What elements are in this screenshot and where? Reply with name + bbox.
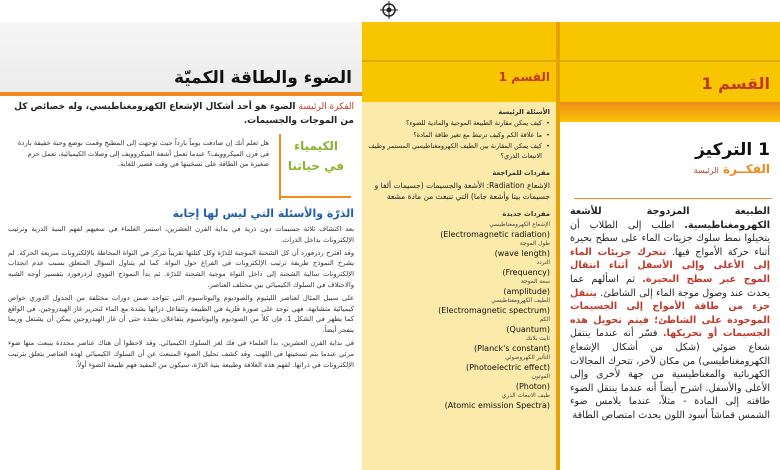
vocab-ar: الكم [539, 317, 550, 323]
paragraph: في بداية القرن العشرين، بدأ العلماء في فك لغز السلوك الكيميائي. وقد لاحظوا أن هناك عناصر محددة ينبعث منها ضوء مرئي عندما يتم تسخينها في اللهب. وقد كشف تحليل الضوء المنبعث عن أن السلوك الكيميائي لهذه العناصر يتعلق بترتيب الإلكترونات في ذراتها. لفهم هذه العلاقة وطبيعة بنية الذرّة، سيكون من المفيد فهم طبيعة الضوء أولاً. [8, 338, 354, 369]
vocab-ar: طول الموجة [519, 241, 550, 247]
vocab-ar: الطيف الكهرومغناطيسي [491, 298, 550, 304]
vocab-item [368, 259, 550, 278]
focus-text: ثم اسألهم عما يحدث عند وصول موجة الماء إلى الشاطئ. [570, 273, 770, 299]
idea-small: الرئيسة [693, 166, 719, 175]
right-page [560, 22, 780, 470]
paragraph: على سبيل المثال لعناصر الليثيوم والصوديوم والبوتاسيوم التي تتواجد ضمن دورات مختلفة من الجدول الدوري خواص كيميائية متشابهة. فهي توجد على صورة فلزية في الطبيعة وتتفاعل ذراتها بشدة مع الماء لتحرير غاز الهيدروجين. في الواقع كما يظهر في الشكل 1، فإن كلاً من الصوديوم والبوتاسيوم يتفاعلان بشدة حتى أن غاز الهيدروجين يمكن أن يشتعل وربما ينفجر أيضاً. [8, 293, 354, 335]
main-idea-label: الفكرة الرئيسة [298, 102, 354, 112]
chemistry-label: الكيمياء [293, 139, 339, 153]
chem-vertical-rule [279, 134, 281, 200]
chemistry-in-life-text: هل تعلم أنك إن صادفت يوماً بارداً حيث توجهت إلى المطبخ وقمت بوضع وجبة خفيفة باردة في فرن الميكروويف؟ عندما تعمل أشعة الميكروويف إلى وصلات الكيميائية، تعمل حزم صغيرة من الطاقة على تسخينها في وقت قصير للغاية. [17, 139, 269, 168]
paragraph: وقد اقترح رذرفورد أن كل الشحنة الموجبة للذرّة وكل كتلتها تقريباً تتركز في النواة المحاطة بالإلكترونات سريعة الحركة. لم يشرح النموذج طريقة ترتيب الإلكترونات في الفراغ حول النواة. كما لم يتناول السؤال المتعلق بسبب عدم انجذاب الإلكترونات سالبة الشحنة إلى داخل النواة موجبة الشحنة للذرّة. ثم بدأ النموذج النووي لرذرفورد بتفسير أوجه الشبه والاختلاف في السلوك الكيميائي بين مختلف العناصر. [8, 248, 354, 289]
focus-text: اطلب إلى الطلاب أن يتخيلوا نمط سلوك جزيئات الماء على سطح بحيرة أثناء حركة الأمواج فيها. [570, 219, 770, 258]
vocab-item [368, 392, 550, 411]
main-idea-text: الضوء هو أحد أشكال الإشعاع الكهرومغناطيسي، وله خصائص كل [14, 102, 296, 112]
top-strip [0, 0, 780, 22]
vocab-item [368, 221, 550, 240]
sidebar-content [368, 108, 550, 411]
vocab-ar: ثابت بلانك [525, 336, 550, 342]
in-life-label: في حياتنا [287, 159, 345, 173]
vocab-en: (Photon) [515, 382, 550, 391]
key-questions-heading: الأسئلة الرئيسة [498, 108, 550, 116]
vocab-item [368, 373, 550, 392]
new-vocab-heading: مفردات جديدة [502, 210, 550, 218]
left-page [0, 22, 362, 470]
focus-text: فسّر أنه عندما ينتقل شعاع ضوئي (شكل من أشكال الإشعاع الكهرومغناطيسي) من مكان لآخر، تتحرك المجالات الكهربائية والمغناطيسية من جهة لأخرى وإلى الأعلى والأسفل. اشرح أيضاً أنه عندما ينتقل الضوء طاقته إلى المادة - مثلاً، عندما يلامس ضوء الشمس قماشاً أسود اللون يحدث امتصاص الطاقة [570, 328, 770, 421]
page-title: الضوء والطاقة الكميّة [173, 68, 352, 88]
focus-red: تتحرك جزيئات الماء إلى الأعلى وإلى الأسفل أثناء انتقال الموج عبر سطح البحيرة. [570, 246, 770, 285]
key-question: • ما علاقة الكم وكيف ترتبط مع تغير طاقة المادة؟ [368, 131, 550, 141]
sidebar-column [362, 22, 556, 470]
main-idea-text-cont: من الموجات والجسيمات. [243, 116, 354, 126]
right-header [560, 22, 780, 102]
review-vocab-text: الإشعاع Radiation: الأشعة والجسيمات (جسيمات ألفا و جسيمات بيتا وأشعة جاما) التي تنبعث من مادة مشعة [374, 181, 550, 201]
vocab-en: (Atomic emission Spectra) [444, 401, 550, 410]
vocab-en: (wave length) [494, 249, 550, 258]
body-text [8, 224, 354, 370]
vocab-item [368, 354, 550, 373]
header-line [560, 60, 780, 62]
orange-band [560, 102, 780, 122]
chem-bottom-rule [279, 196, 351, 198]
section-label: القسم 1 [701, 74, 770, 93]
chemistry-in-life-box [5, 134, 357, 206]
vocab-ar: طيف الانبعاث الذري [501, 393, 550, 399]
focus-red: ينتقل جزء من طاقة الأمواج إلى الجسيمات الموجودة على الشاطئ؛ فيتم تحويل هذه الجسيمات أو تحريكها. [570, 287, 770, 340]
main-idea-label [694, 162, 770, 176]
idea-label: الفكــرة [723, 162, 770, 176]
vocab-en: (amplitude) [503, 287, 550, 296]
section-label: القسم 1 [498, 70, 550, 84]
review-vocab-heading: مفردات للمراجعة [492, 169, 550, 177]
focus-title: 1 التركيز [695, 140, 770, 160]
vocab-ar: الفوتون [531, 374, 550, 380]
section-heading: الذرّة والأسئلة التي ليس لها إجابة [172, 207, 354, 220]
idea-underline [574, 198, 772, 199]
vocab-ar: سعة الموجة [520, 279, 550, 285]
vocab-en: (Planck's constant) [474, 344, 550, 353]
vocab-item [368, 240, 550, 259]
registration-mark-icon [380, 1, 398, 19]
vocab-item [368, 335, 550, 354]
chemistry-in-life-heading [281, 138, 351, 174]
focus-body [570, 205, 770, 423]
vocab-en: (Frequency) [502, 268, 550, 277]
vocab-item [368, 316, 550, 335]
vocab-item [368, 297, 550, 316]
vocab-en: (Electromagnetic spectrum) [438, 306, 550, 315]
paragraph: بعد اكتشاف ثلاثة جسيمات دون ذرية في بداية القرن العشرين، استمر العلماء في سعيهم لفهم البنية الذرية وترتيب الإلكترونات بداخل الذرات. [8, 225, 354, 244]
vocab-ar: الإشعاع الكهرومغناطيسي [489, 222, 550, 228]
header-line [362, 60, 556, 62]
vocab-en: (Electromagnetic radiation) [440, 230, 550, 239]
vocab-en: (Photoelectric effect) [465, 363, 550, 372]
key-question: • كيف يمكن مقارنة الطبيعة الموجية والمادية للضوء؟ [368, 119, 550, 129]
vocab-en: (Quantum) [506, 325, 550, 334]
sidebar-header [362, 22, 556, 102]
focus-bold: الطبيعة المزدوجة للأشعة الكهرومغناطيسية. [570, 206, 770, 231]
vocab-item [368, 278, 550, 297]
main-idea [10, 100, 354, 128]
vocab-ar: التأثير الكهروضوئي [505, 355, 550, 361]
key-question: • كيف يمكن المقارنة بين الطيف الكهرومغناطيسي المستمر وطيف الانبعاث الذري؟ [368, 142, 550, 161]
orange-divider [0, 92, 362, 96]
vocab-ar: التردد [536, 260, 550, 266]
